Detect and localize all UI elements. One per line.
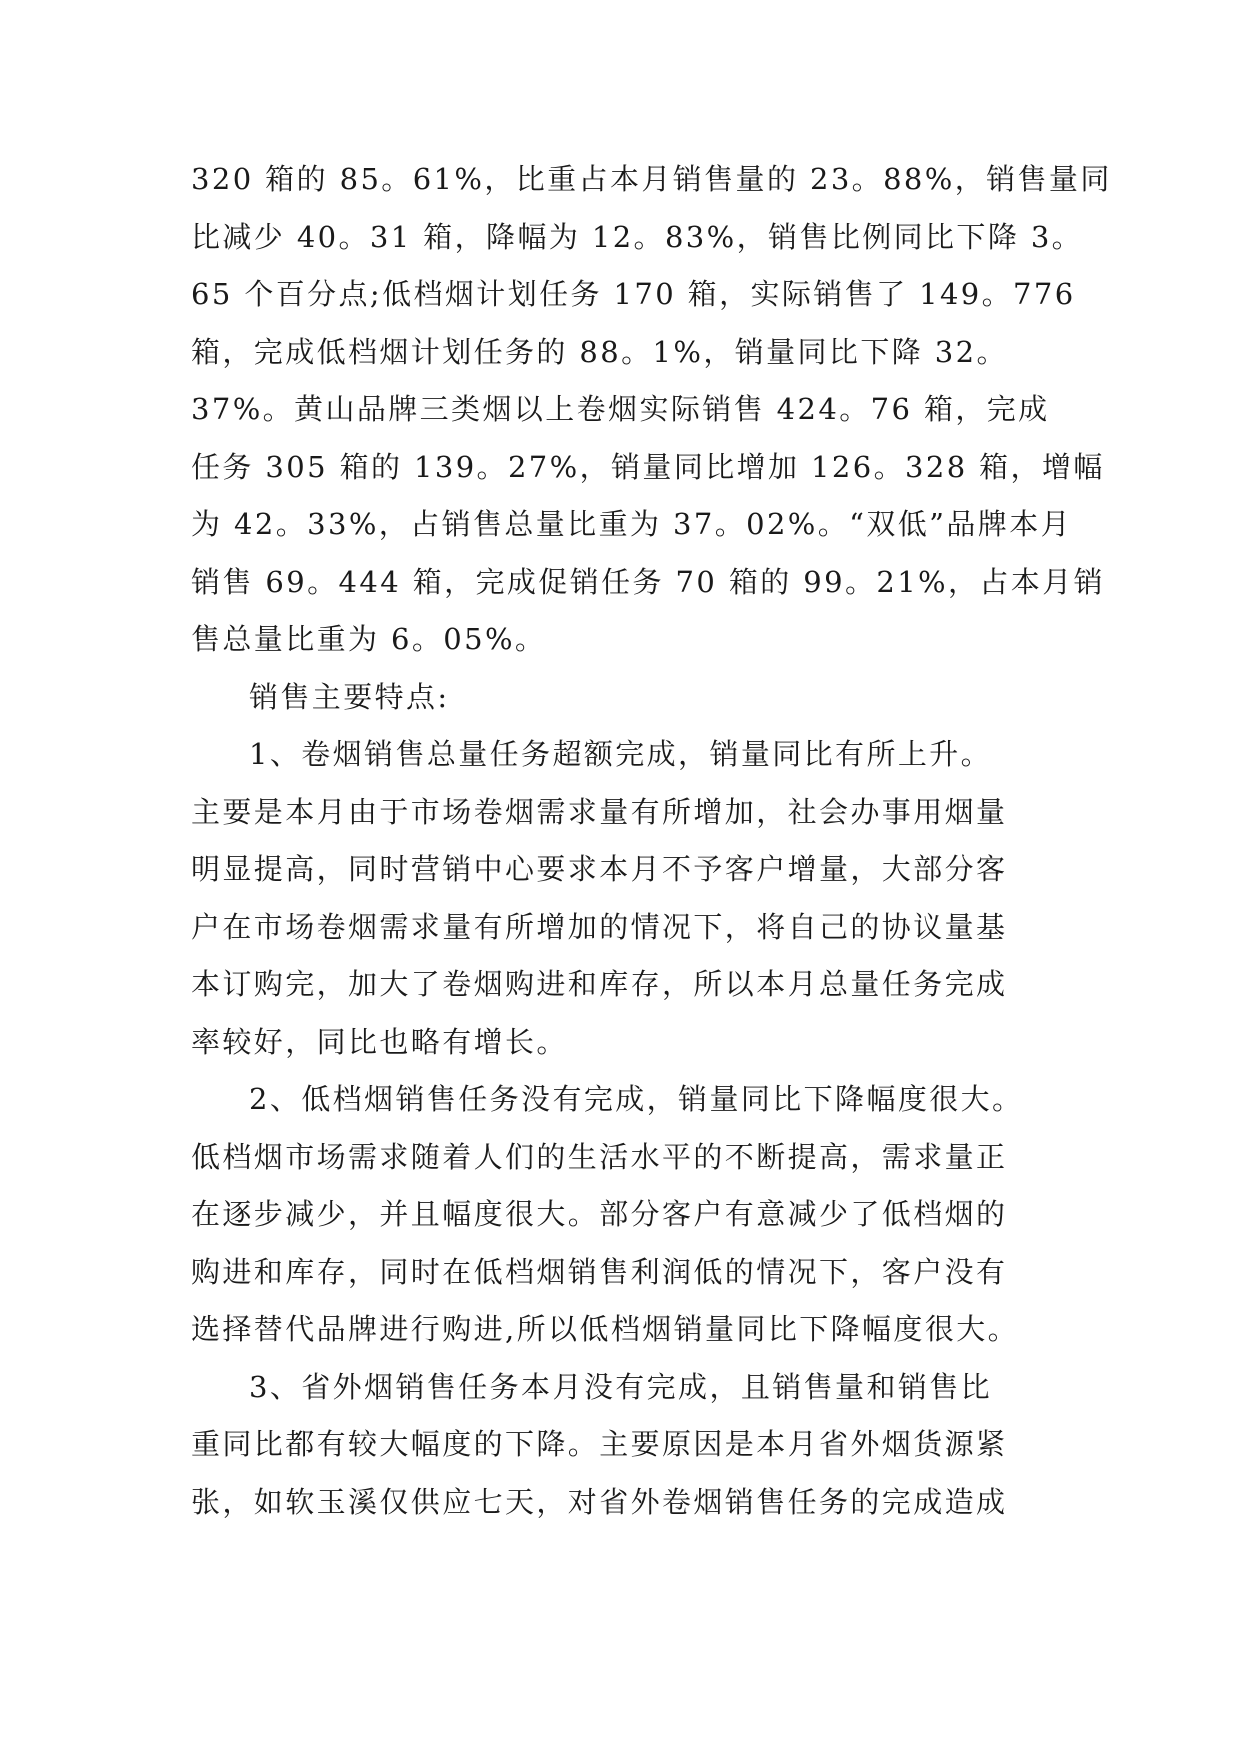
paragraph-line: 户在市场卷烟需求量有所增加的情况下，将自己的协议量基 (191, 909, 1008, 944)
paragraph-line: 购进和库存，同时在低档烟销售利润低的情况下，客户没有 (191, 1254, 1008, 1289)
section-heading: 销售主要特点: (249, 679, 450, 714)
paragraph-line: 3、省外烟销售任务本月没有完成，且销售量和销售比 (249, 1369, 993, 1404)
paragraph-line: 低档烟市场需求随着人们的生活水平的不断提高，需求量正 (191, 1139, 1008, 1174)
paragraph-line: 张，如软玉溪仅供应七天，对省外卷烟销售任务的完成造成 (191, 1484, 1008, 1519)
paragraph-line: 任务 305 箱的 139。27%，销量同比增加 126。328 箱，增幅 (191, 449, 1105, 484)
paragraph-line: 箱，完成低档烟计划任务的 88。1%，销量同比下降 32。 (191, 334, 1008, 369)
paragraph-line: 明显提高，同时营销中心要求本月不予客户增量，大部分客 (191, 852, 1008, 886)
paragraph-line: 37%。黄山品牌三类烟以上卷烟实际销售 424。76 箱，完成 (191, 392, 1050, 426)
document-body (191, 151, 1112, 1531)
paragraph-line: 率较好，同比也略有增长。 (191, 1024, 568, 1059)
paragraph-line: 售总量比重为 6。05%。 (191, 622, 547, 656)
paragraph-line: 在逐步减少，并且幅度很大。部分客户有意减少了低档烟的 (191, 1197, 1008, 1231)
paragraph-line: 1、卷烟销售总量任务超额完成，销量同比有所上升。 (249, 737, 993, 771)
paragraph-line: 主要是本月由于市场卷烟需求量有所增加，社会办事用烟量 (191, 794, 1008, 829)
paragraph-line: 选择替代品牌进行购进,所以低档烟销量同比下降幅度很大。 (191, 1312, 1020, 1346)
paragraph-line: 65 个百分点;低档烟计划任务 170 箱，实际销售了 149。776 (191, 277, 1076, 311)
paragraph-line: 320 箱的 85。61%，比重占本月销售量的 23。88%，销售量同 (191, 162, 1112, 196)
paragraph-line: 为 42。33%，占销售总量比重为 37。02%。“双低”品牌本月 (191, 507, 1073, 541)
paragraph-line: 比减少 40。31 箱，降幅为 12。83%，销售比例同比下降 3。 (191, 219, 1084, 254)
paragraph-line: 2、低档烟销售任务没有完成，销量同比下降幅度很大。 (249, 1082, 1024, 1116)
paragraph-line: 重同比都有较大幅度的下降。主要原因是本月省外烟货源紧 (191, 1427, 1008, 1461)
paragraph-line: 销售 69。444 箱，完成促销任务 70 箱的 99。21%，占本月销 (191, 564, 1106, 599)
paragraph-line: 本订购完，加大了卷烟购进和库存，所以本月总量任务完成 (191, 967, 1008, 1001)
